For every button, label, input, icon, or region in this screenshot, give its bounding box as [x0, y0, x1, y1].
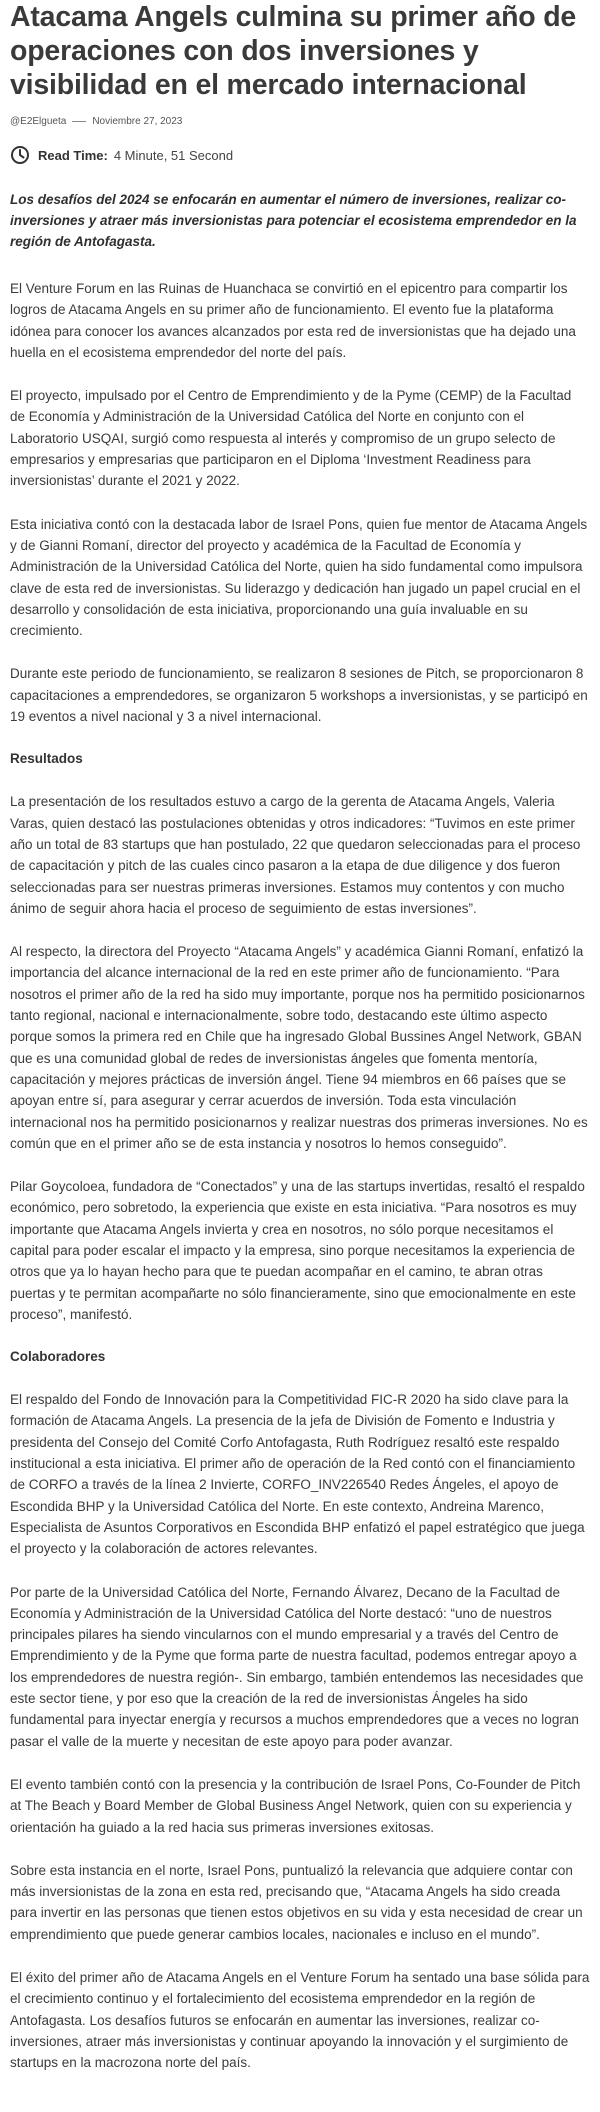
paragraph-7: Pilar Goycoloea, fundadora de “Conectados” y una de las startups invertidas, resaltó el respaldo económico, pero sobretodo, la experiencia que existe en esta iniciativa. “Para nosotros es muy importante que Atacama Angels invierta y crea en nosotros, no sólo porque necesitamos el capital para poder escalar el impacto y la empresa, sino porque necesitamos la experiencia de otros que ya lo hayan hecho para que te puedan acompañar en el camino, te abran otras puertas y te permitan acompañarte no sólo financieramente, sino que emocionalmente en este proceso”, manifestó. — [10, 1179, 585, 1322]
section-heading-resultados: Resultados — [10, 751, 83, 767]
paragraph-3: Esta iniciativa contó con la destacada labor de Israel Pons, quien fue mentor de Atacama Angels y de Gianni Romaní, director del proyecto y académica de la Facultad de Economía y Administración de la Universidad Católica del Norte, quien ha sido fundamental como impulsora clave de esta red de inversionistas. Su liderazgo y dedicación han jugado un papel crucial en el desarrollo y consolidación de esta iniciativa, proporcionando una guía invaluable en su crecimiento. — [10, 516, 588, 639]
article-meta — [10, 116, 590, 127]
paragraph-5: La presentación de los resultados estuvo a cargo de la gerenta de Atacama Angels, Valeria Varas, quien destacó las postulaciones obtenidas y otros indicadores: “Tuvimos en este primer año un total de 83 startups que han postulado, 22 que quedaron seleccionadas para el proceso de capacitación y pitch de las cuales cinco pasaron a la etapa de due diligence y dos fueron seleccionadas para ser nuestras primeras inversiones. Estamos muy contentos y con mucho ánimo de seguir ahora hacia el proceso de seguimiento de estas inversiones”. — [10, 794, 581, 916]
paragraph-6: Al respecto, la directora del Proyecto “Atacama Angels” y académica Gianni Romaní, enfatizó la importancia del alcance internacional de la red en este primer año de funcionamiento. “Para nosotros el primer año de la red ha sido muy importante, porque nos ha permitido posicionarnos tanto regional, nacional e internacionalmente, sobre todo, destacando este último aspecto porque somos la primera red en Chile que ha ingresado Global Bussines Angel Network, GBAN que es una comunidad global de redes de inversionistas ángeles que fomenta mentoría, capacitación y mejores prácticas de inversión ángel. Tiene 94 miembros en 66 países que se apoyan entre sí, para asegurar y cerrar acuerdos de inversión. Toda esta vinculación internacional nos ha permitido posicionarnos y realizar nuestras dos primeras inversiones. No es común que en el primer año se de esta instancia y nosotros lo hemos conseguido”. — [10, 944, 588, 1151]
clock-icon — [10, 145, 30, 165]
meta-divider — [72, 121, 86, 122]
paragraph-1: El Venture Forum en las Ruinas de Huanchaca se convirtió en el epicentro para compartir los logros de Atacama Angels en su primer año de funcionamiento. El evento fue la plataforma idónea para conocer los avances alcanzados por esta red de inversionistas que ha dejado una huella en el ecosistema emprendedor del norte del país. — [10, 281, 576, 360]
section-heading-colaboradores: Colaboradores — [10, 1349, 106, 1365]
read-time-value: 4 Minute, 51 Second — [113, 147, 234, 163]
paragraph-11: Sobre esta instancia en el norte, Israel Pons, puntualizó la relevancia que adquiere contar con más inversionistas de la zona en esta red, precisando que, “Atacama Angels ha sido creada para invertir en las personas que tienen estos objetivos en su vida y esta necesidad de crear un emprendimiento que puede generar cambios locales, nacionales e incluso en el mundo”. — [10, 1862, 583, 1942]
read-time-label: Read Time: — [38, 147, 108, 163]
paragraph-9: Por parte de la Universidad Católica del Norte, Fernando Álvarez, Decano de la Facultad de Economía y Administración de la Universidad Católica del Norte destacó: “uno de nuestros principales pilares ha siendo vincularnos con el mundo empresarial y a través del Centro de Emprendimiento y de la Pyme que forma parte de nuestra facultad, podemos entregar apoyo a los emprendedores de nuestra región-. Sin embargo, también entendemos las necesidades que este sector tiene, y por eso que la creación de la red de inversionistas Ángeles ha sido fundamental para inyectar energía y recursos a muchos emprendedores que a veces no logran pasar el valle de la muerte y necesitan de este apoyo para poder avanzar. — [10, 1584, 584, 1749]
publish-date: Noviembre 27, 2023 — [92, 116, 183, 127]
paragraph-2: El proyecto, impulsado por el Centro de Emprendimiento y de la Pyme (CEMP) de la Facultad de Economía y Administración de la Universidad Católica del Norte en conjunto con el Laboratorio USQAI, surgió como respuesta al interés y compromiso de un grupo selecto de empresarios y empresarias que participaron en el Diploma ‘Investment Readiness para inversionistas’ durante el 2021 y 2022. — [10, 388, 572, 489]
author-link[interactable]: @E2Elgueta — [10, 116, 67, 127]
article-lead: Los desafíos del 2024 se enfocarán en aumentar el número de inversiones, realizar co-inversiones y atraer más inversionistas para potenciar el ecosistema emprendedor en la región de Antofagasta. — [10, 192, 577, 249]
article-title: Atacama Angels culmina su primer año de operaciones con dos inversiones y visibilidad en el mercado internacional — [10, 1, 577, 101]
read-time — [10, 145, 590, 165]
paragraph-10: El evento también contó con la presencia y la contribución de Israel Pons, Co-Founder de Pitch at The Beach y Board Member de Global Business Angel Network, quien con su experiencia y orientación ha guiado a la red hacia sus primeras inversiones exitosas. — [10, 1776, 581, 1835]
paragraph-4: Durante este periodo de funcionamiento, se realizaron 8 sesiones de Pitch, se proporcionaron 8 capacitaciones a emprendedores, se organizaron 5 workshops a inversionistas, y se participó en 19 eventos a nivel nacional y 3 a nivel internacional. — [10, 666, 588, 725]
paragraph-12: El éxito del primer año de Atacama Angels en el Venture Forum ha sentado una base sólida para el crecimiento continuo y el fortalecimiento del ecosistema emprendedor en la región de Antofagasta. Los desafíos futuros se enfocarán en aumentar las inversiones, realizar co-inversiones, atraer más inversionistas y continuar apoyando la innovación y el surgimiento de startups en la macrozona norte del país. — [10, 1970, 590, 2071]
paragraph-8: El respaldo del Fondo de Innovación para la Competitividad FIC-R 2020 ha sido clave para la formación de Atacama Angels. La presencia de la jefa de División de Fomento e Industria y presidenta del Consejo del Comité Corfo Antofagasta, Ruth Rodríguez resaltó este respaldo institucional a esta iniciativa. El primer año de operación de la Red contó con el financiamiento de CORFO a través de la línea 2 Invierte, CORFO_INV226540 Redes Ángeles, el apoyo de Escondida BHP y la Universidad Católica del Norte. En este contexto, Andreina Marenco, Especialista de Asuntos Corporativos en Escondida BHP enfatizó el papel estratégico que juega el proyecto y la colaboración de actores relevantes. — [10, 1392, 585, 1557]
